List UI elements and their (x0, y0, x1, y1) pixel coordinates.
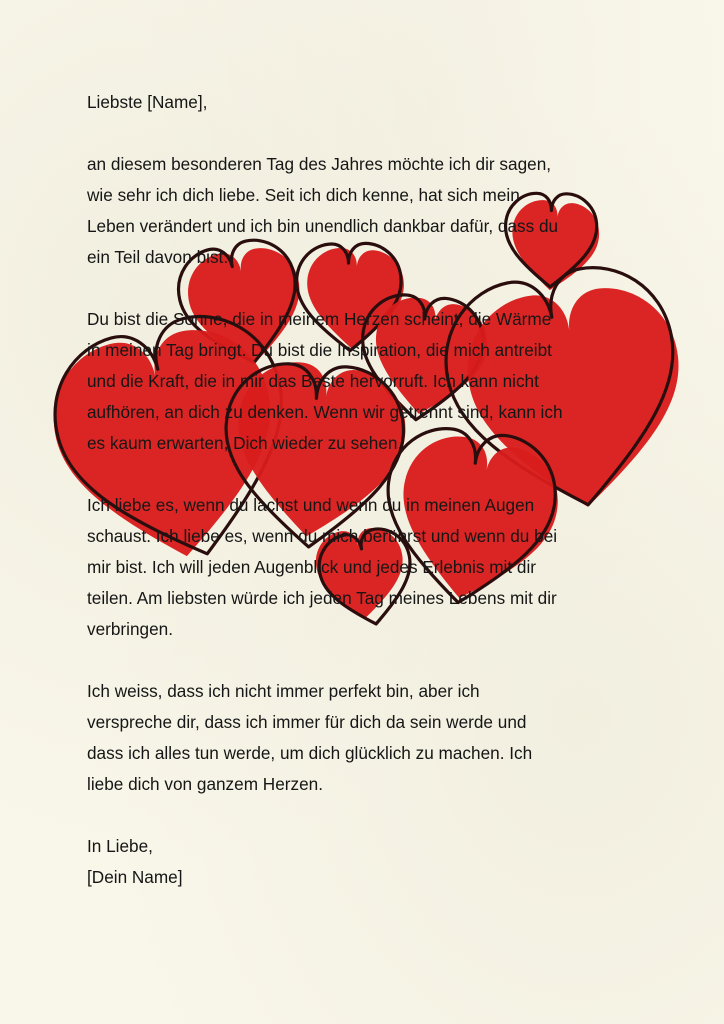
letter-greeting: Liebste [Name], (87, 92, 208, 112)
letter-closing: In Liebe, (87, 836, 153, 856)
paragraph-line: verbringen. (87, 619, 173, 639)
paragraph-gap (87, 118, 667, 149)
paragraph-line: Du bist die Sonne, die in meinem Herzen scheint, die Wärme (87, 309, 552, 329)
paragraph-line: und die Kraft, die in mir das Beste hervorruft. Ich kann nicht (87, 371, 539, 391)
paragraph-line: verspreche dir, dass ich immer für dich da sein werde und (87, 712, 527, 732)
paragraph-line: schaust. Ich liebe es, wenn du mich berührst und wenn du bei (87, 526, 558, 546)
paragraph-line: liebe dich von ganzem Herzen. (87, 774, 323, 794)
paragraph-line: dass ich alles tun werde, um dich glücklich zu machen. Ich (87, 743, 533, 763)
paragraph-line: mir bist. Ich will jeden Augenblick und jedes Erlebnis mit dir (87, 557, 536, 577)
paragraph-line: Ich liebe es, wenn du lachst und wenn du in meinen Augen (87, 495, 535, 515)
paragraph-gap (87, 800, 667, 831)
paragraph-line: Ich weiss, dass ich nicht immer perfekt bin, aber ich (87, 681, 480, 701)
paragraph-gap (87, 459, 667, 490)
paragraph-gap (87, 645, 667, 676)
letter-body (87, 87, 667, 893)
paragraph-line: aufhören, an dich zu denken. Wenn wir getrennt sind, kann ich (87, 402, 563, 422)
paragraph-line: wie sehr ich dich liebe. Seit ich dich kenne, hat sich mein (87, 185, 520, 205)
paragraph-line: Leben verändert und ich bin unendlich dankbar dafür, dass du (87, 216, 559, 236)
paragraph-line: in meinen Tag bringt. Du bist die Inspiration, die mich antreibt (87, 340, 552, 360)
paragraph-line: ein Teil davon bist. (87, 247, 229, 267)
paragraph-gap (87, 273, 667, 304)
paragraph-line: an diesem besonderen Tag des Jahres möchte ich dir sagen, (87, 154, 552, 174)
paragraph-line: es kaum erwarten, Dich wieder zu sehen. (87, 433, 403, 453)
paragraph-line: teilen. Am liebsten würde ich jeden Tag meines Lebens mit dir (87, 588, 557, 608)
letter-signature: [Dein Name] (87, 867, 183, 887)
